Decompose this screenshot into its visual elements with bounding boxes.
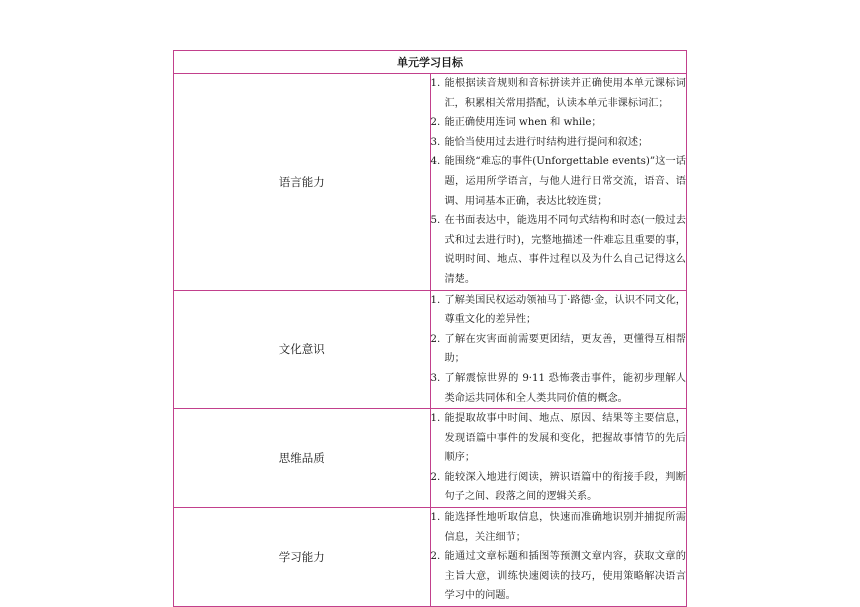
category-learning-ability: 学习能力 [174, 508, 431, 607]
list-item [431, 409, 687, 468]
items-language-ability [430, 74, 687, 291]
item-text: 能正确使用连词 when 和 while； [444, 117, 602, 129]
item-number: 1. [430, 78, 441, 89]
section-row-language [174, 74, 687, 291]
category-cultural-awareness: 文化意识 [174, 290, 431, 409]
item-number: 2. [430, 117, 441, 129]
table-title: 单元学习目标 [174, 51, 687, 74]
item-number: 1. [430, 413, 441, 425]
category-language-ability: 语言能力 [174, 74, 431, 291]
item-number: 1. [430, 294, 441, 306]
list-item [431, 508, 687, 547]
item-text: 能提取故事中时间、地点、原因、结果等主要信息，发现语篇中事件的发展和变化，把握故事情节的先后顺序； [444, 413, 686, 464]
list-item [431, 74, 687, 113]
item-text: 能围绕“难忘的事件(Unforgettable events)”这一话题，运用所学语言，与他人进行日常交流，语音、语调、用词基本正确，表达比较连贯； [444, 156, 686, 207]
item-number: 2. [430, 471, 441, 483]
list-item [431, 468, 687, 507]
list-item [431, 152, 687, 211]
list-item [431, 113, 687, 133]
item-text: 能较深入地进行阅读，辨识语篇中的衔接手段，判断句子之间、段落之间的逻辑关系。 [444, 471, 686, 503]
item-number: 5. [430, 215, 441, 227]
item-text: 了解美国民权运动领袖马丁·路德·金，认识不同文化，尊重文化的差异性； [444, 294, 686, 326]
item-number: 2. [430, 551, 441, 563]
item-number: 2. [430, 333, 441, 345]
item-text: 了解震惊世界的 9·11 恐怖袭击事件，能初步理解人类命运共同体和全人类共同价值的概念。 [444, 372, 686, 404]
item-number: 1. [430, 512, 441, 524]
list-item [431, 133, 687, 153]
items-learning-ability [430, 508, 687, 607]
section-row-learning [174, 508, 687, 607]
item-text: 能通过文章标题和插图等预测文章内容，获取文章的主旨大意，训练快速阅读的技巧，使用策略解决语言学习中的问题。 [444, 551, 686, 602]
list-item [431, 330, 687, 369]
item-number: 3. [430, 372, 441, 384]
section-row-culture [174, 290, 687, 409]
list-item [431, 211, 687, 289]
item-text: 能恰当使用过去进行时结构进行提问和叙述； [444, 136, 649, 148]
item-text: 了解在灾害面前需要更团结，更友善，更懂得互相帮助； [444, 333, 686, 365]
item-number: 4. [430, 156, 441, 168]
item-text: 能选择性地听取信息，快速而准确地识别并捕捉所需信息，关注细节； [444, 512, 686, 543]
items-cultural-awareness [430, 290, 687, 409]
list-item [431, 291, 687, 330]
items-thinking-quality [430, 409, 687, 508]
item-text: 在书面表达中，能选用不同句式结构和时态(一般过去式和过去进行时)，完整地描述一件难忘且重要的事，说明时间、地点、事件过程以及为什么自己记得这么清楚。 [444, 215, 686, 285]
learning-goals-table [173, 50, 687, 607]
table-header-row [174, 51, 687, 74]
list-item [431, 369, 687, 408]
list-item [431, 547, 687, 606]
item-text: 能根据读音规则和音标拼读并正确使用本单元课标词汇，积累相关常用搭配，认读本单元非课标词汇； [444, 78, 686, 109]
item-number: 3. [430, 136, 441, 148]
section-row-thinking [174, 409, 687, 508]
category-thinking-quality: 思维品质 [174, 409, 431, 508]
